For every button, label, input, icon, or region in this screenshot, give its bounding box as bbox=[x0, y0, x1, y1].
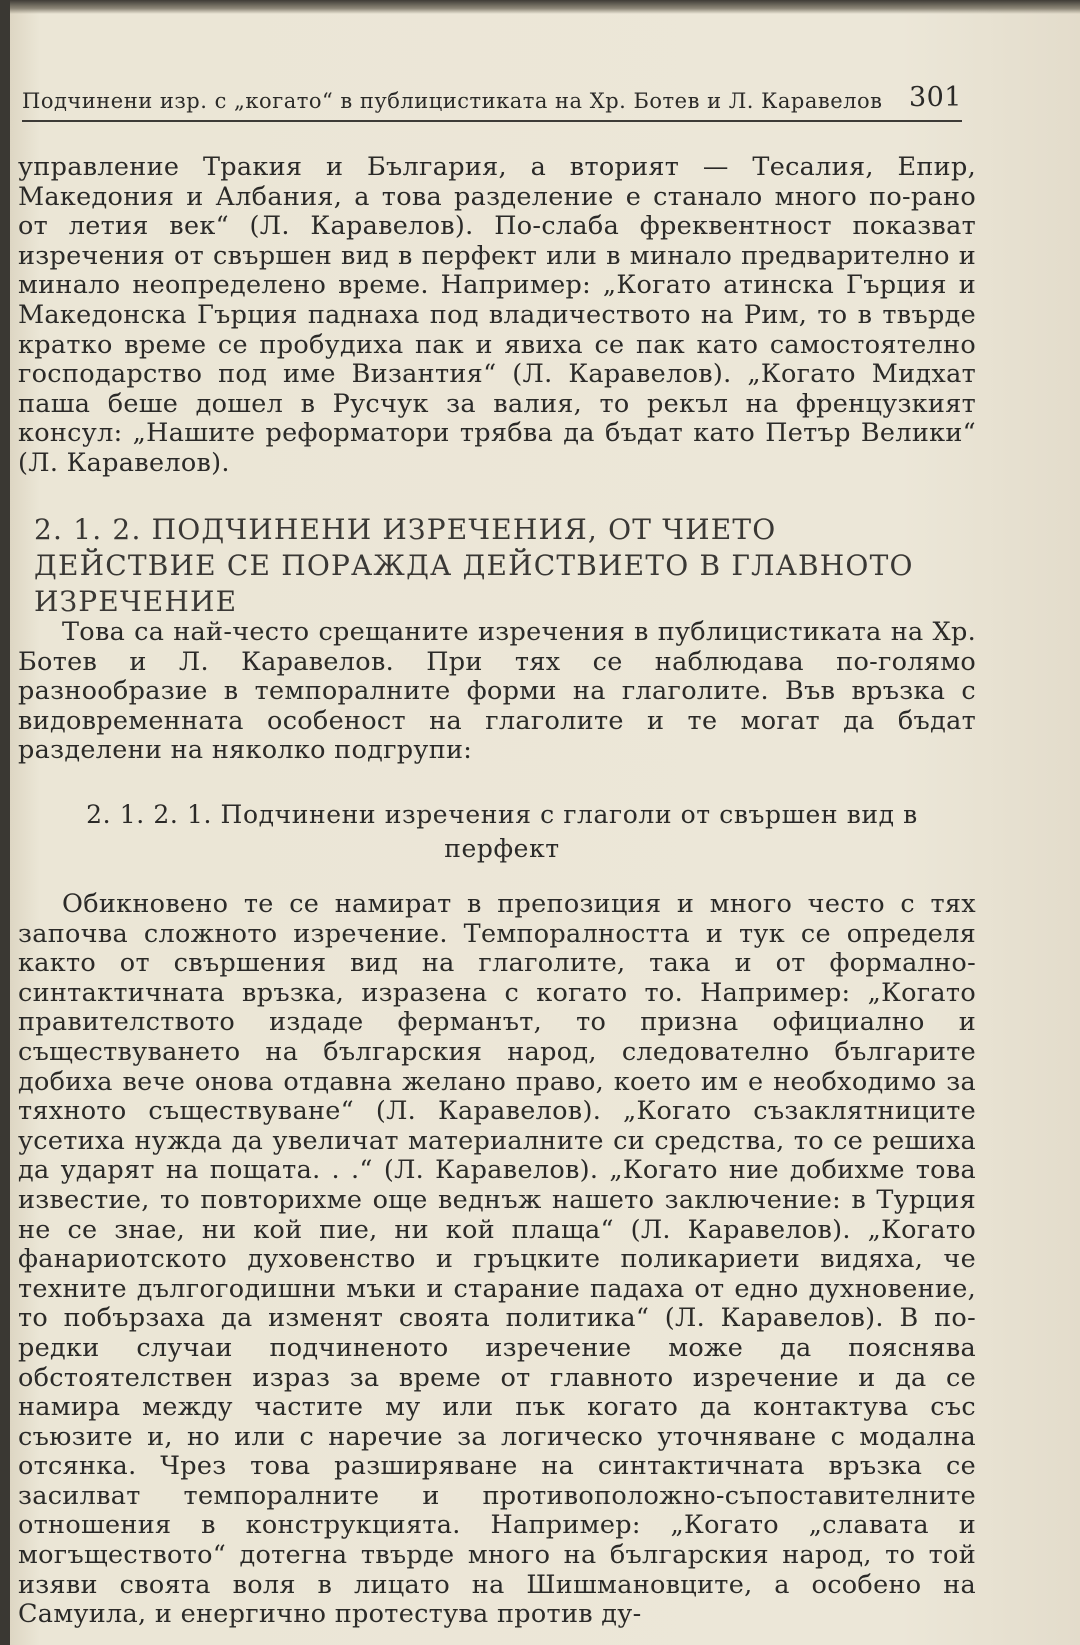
running-header bbox=[22, 82, 962, 113]
page-top-edge bbox=[0, 0, 1080, 14]
running-title: Подчинени изр. с „когато“ в публицистиката на Хр. Ботев и Л. Каравелов bbox=[22, 89, 883, 113]
book-spine-shadow bbox=[0, 0, 10, 1645]
header-rule bbox=[22, 120, 962, 122]
section-heading: 2. 1. 2. ПОДЧИНЕНИ ИЗРЕЧЕНИЯ, ОТ ЧИЕТО ДЕЙСТВИЕ СЕ ПОРАЖДА ДЕЙСТВИЕТО В ГЛАВНОТО ИЗРЕЧЕНИЕ bbox=[34, 513, 914, 618]
paragraph-2-text: Това са най-често срещаните изречения в публицистиката на Хр. Ботев и Л. Каравелов. При тях се наблюдава по-голямо разнообразие в темпоралните форми на глаголите. Във връзка с видовременната особеност на глаголите и те могат да бъдат разделени на няколко подгрупи: bbox=[18, 617, 976, 766]
subsection-heading-line-2: перфект bbox=[444, 834, 560, 863]
paragraph-3 bbox=[18, 890, 976, 1630]
paragraph-1 bbox=[18, 153, 976, 479]
paragraph-2 bbox=[18, 618, 976, 766]
paragraph-3-text: Обикновено те се намират в препозиция и много често с тях започва сложното изречение. Темпоралността и тук се определя както от свършения вид на глаголите, така и от формално-синтактичната връзка, изразена с когато то. Например: „Когато правителството издаде ферманът, то призна официално и съществуването на българския народ, следователно българите добиха вече онова отдавна желано право, което им е необходимо за тяхното съществуване“ (Л. Каравелов). „Когато съзаклятниците усетиха нужда да увеличат материалните си средства, то се решиха да ударят на пощата. . .“ (Л. Каравелов). „Когато ние добихме това известие, то повторихме още веднъж нашето заключение: в Турция не се знае, ни кой пие, ни кой плаща“ (Л. Каравелов). „Когато фанариотското духовенство и гръцките поликариети видяха, че техните дългогодишни мъки и старание падаха от едно духновение, то побързаха да изменят своята политика“ (Л. Каравелов). В по-редки случаи подчиненото изречение може да пояснява обстоятелствен израз за време от главното изречение и да се намира между частите му или пък когато да контактува със съюзите и, но или с наречие за логическо уточняване с модална отсянка. Чрез това разширяване на синтактичната връзка се засилват темпоралните и противоположно-съпоставителните отношения в конструкцията. Например: „Когато „славата и могъществото“ дотегна твърде много на българския народ, то той изяви своята воля в лицато на Шишмановците, а особено на Самуила, и енергично протестува против ду- bbox=[18, 889, 976, 1630]
page-number: 301 bbox=[908, 82, 962, 113]
subsection-heading-line-1: 2. 1. 2. 1. Подчинени изречения с глаголи от свършен вид в bbox=[86, 800, 918, 829]
subsection-heading bbox=[30, 798, 974, 866]
paragraph-1-text: управление Тракия и България, а вторият — Тесалия, Епир, Македония и Албания, а това разделение е станало много по-рано от летия век“ (Л. Каравелов). По-слаба фреквентност показват изречения от свършен вид в перфект или в минало предварително и минало неопределено време. Например: „Когато атинска Гърция и Македонска Гърция паднаха под владичеството на Рим, то в твърде кратко време се пробудиха пак и явиха се пак като самостоятелно господарство под име Византия“ (Л. Каравелов). „Когато Мидхат паша беше дошел в Русчук за валия, то рекъл на френцузкият консул: „Нашите реформатори трябва да бъдат като Петър Велики“ (Л. Каравелов). bbox=[18, 152, 976, 478]
